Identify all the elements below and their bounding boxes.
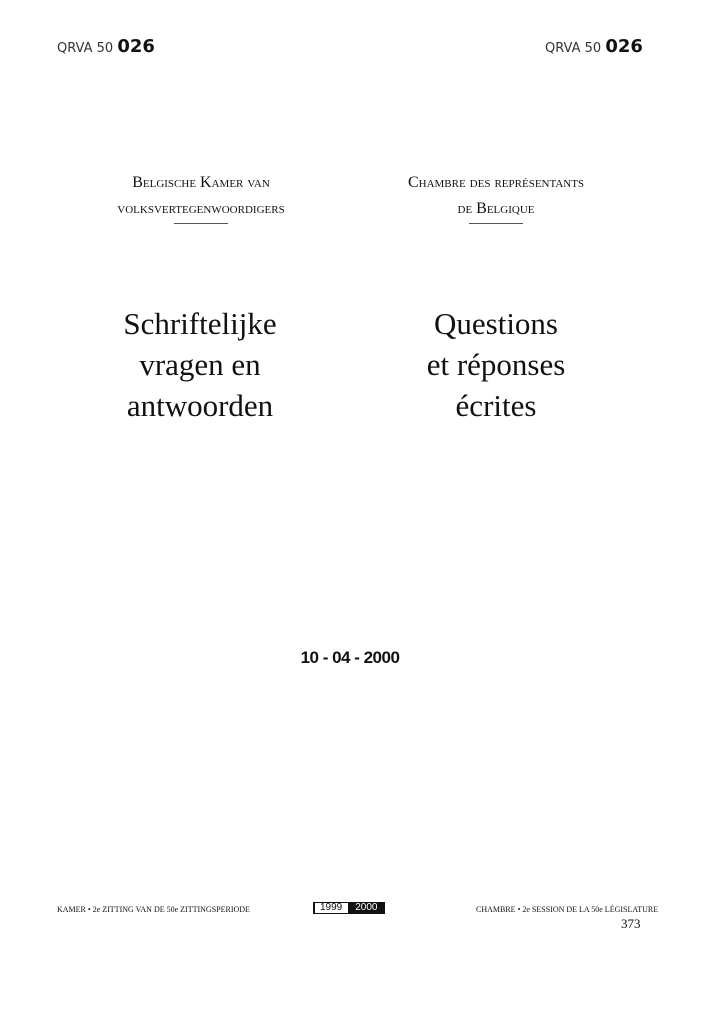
title-dutch-line: antwoorden — [126, 388, 274, 423]
institution-dutch-line1: Belgische Kamer van — [132, 174, 270, 191]
divider-rule — [469, 223, 523, 224]
title-french-line: écrites — [455, 388, 537, 423]
title-dutch — [50, 303, 350, 426]
header-right-prefix: QRVA 50 — [545, 41, 602, 56]
divider-rule — [174, 223, 228, 224]
institution-dutch-line2: volksvertegenwoordigers — [117, 200, 285, 217]
header-right-number: 026 — [605, 36, 643, 57]
institution-french-line2: de Belgique — [457, 200, 535, 217]
footer-right-session: CHAMBRE • 2e SESSION DE LA 50e LÉGISLATURE — [476, 905, 659, 914]
header-left-number: 026 — [117, 36, 155, 57]
footer-left-session: KAMER • 2e ZITTING VAN DE 50e ZITTINGSPERIODE — [57, 905, 250, 914]
institution-french — [366, 170, 626, 224]
title-dutch-line: Schriftelijke — [123, 306, 277, 341]
title-dutch-line: vragen en — [139, 347, 261, 382]
institution-dutch — [71, 170, 331, 224]
page-number: 373 — [621, 916, 641, 931]
header-left-prefix: QRVA 50 — [57, 41, 114, 56]
issue-date: 10 - 04 - 2000 — [300, 648, 400, 667]
title-french — [346, 303, 646, 426]
title-french-line: Questions — [434, 306, 558, 341]
footer-year-start: 1999 — [313, 902, 349, 914]
header-left-reference — [57, 36, 155, 57]
header-right-reference — [545, 36, 643, 57]
institution-french-line1: Chambre des représentants — [407, 174, 585, 191]
title-french-line: et réponses — [426, 347, 566, 382]
footer-year-end: 2000 — [349, 902, 384, 914]
footer-years-badge — [313, 902, 385, 914]
